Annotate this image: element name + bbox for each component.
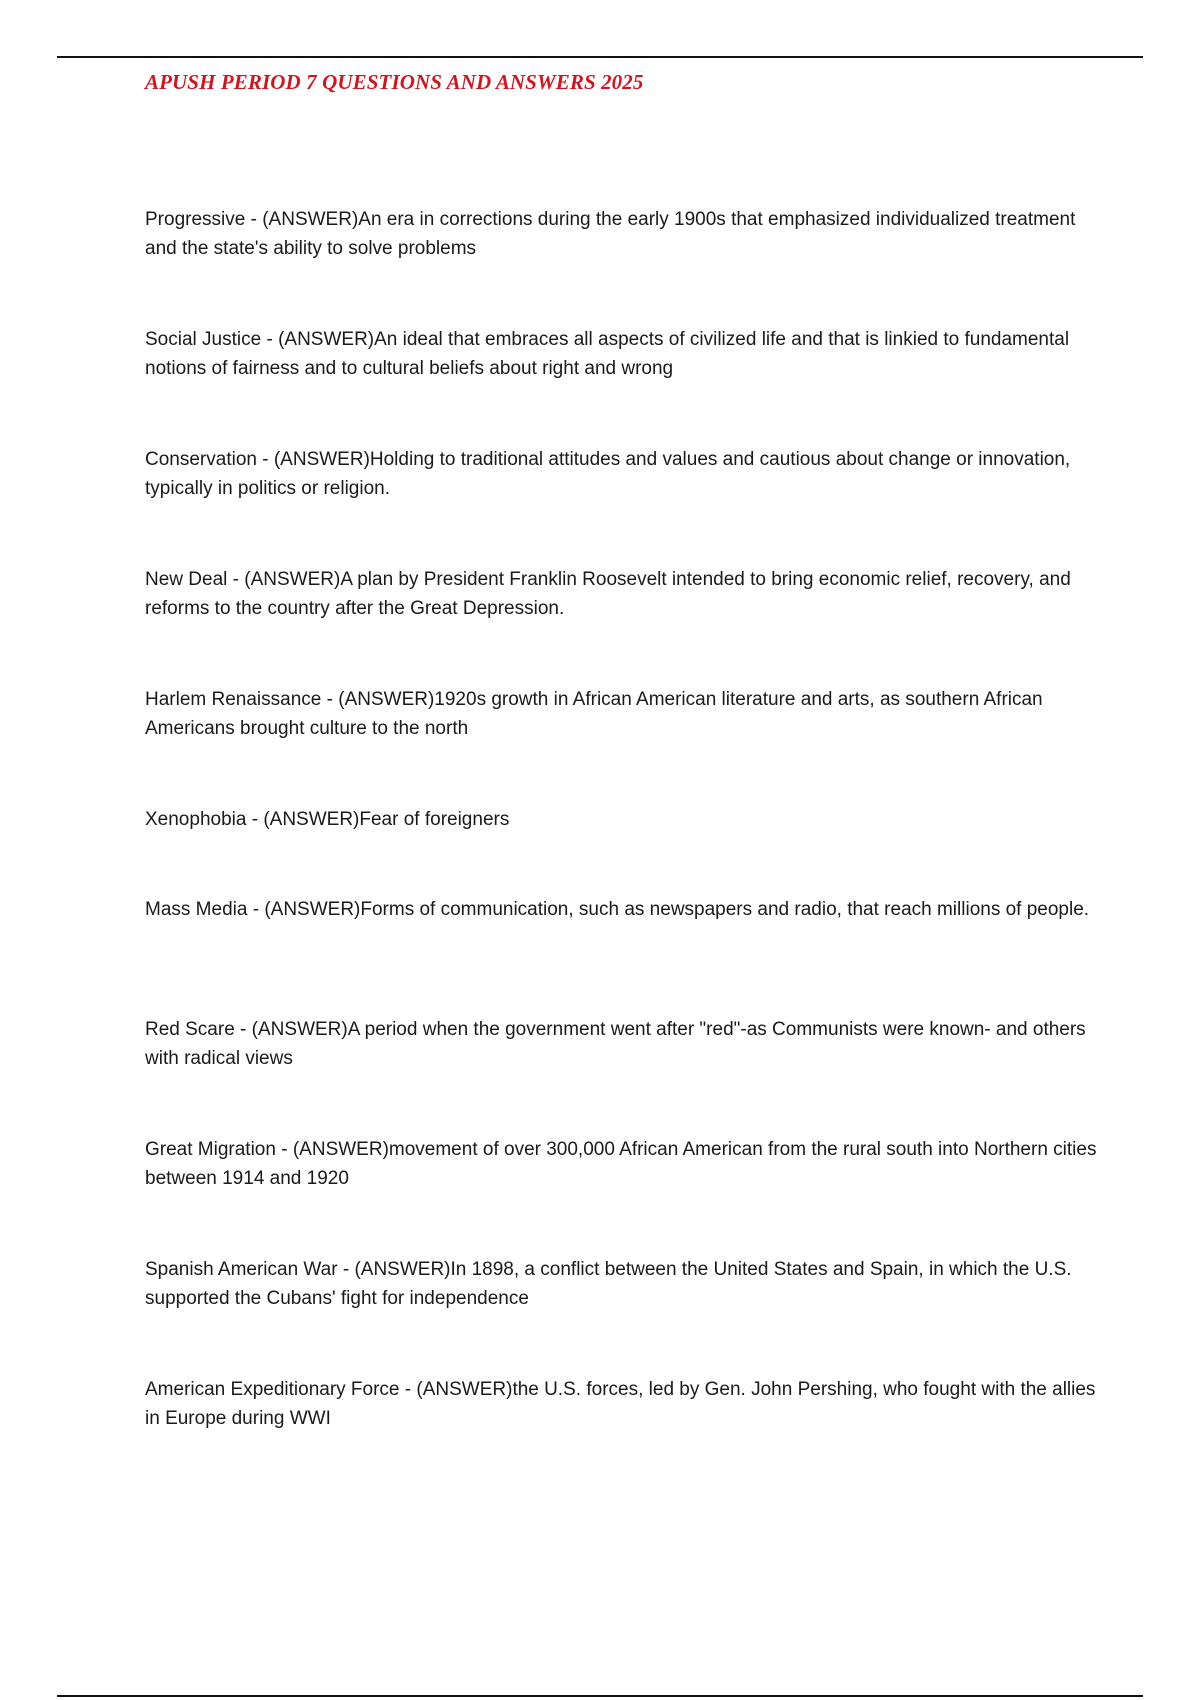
document-title: APUSH PERIOD 7 QUESTIONS AND ANSWERS 2025 xyxy=(145,70,644,94)
qa-separator: - xyxy=(321,689,339,710)
qa-term: Spanish American War xyxy=(145,1259,338,1280)
qa-term: Red Scare xyxy=(145,1019,235,1040)
qa-answer: (ANSWER)Forms of communication, such as newspapers and radio, that reach millions of people. xyxy=(264,899,1090,920)
qa-answer: (ANSWER)A period when the government went after "red"-as Communists were known- and others with radical views xyxy=(145,1019,1086,1069)
qa-answer: (ANSWER)1920s growth in African American literature and arts, as southern African Americans brought culture to the north xyxy=(145,689,1043,739)
qa-answer: (ANSWER)A plan by President Franklin Roosevelt intended to bring economic relief, recovery, and reforms to the country after the Great Depression. xyxy=(145,569,1071,619)
qa-separator: - xyxy=(337,1259,355,1280)
qa-term: Progressive xyxy=(145,209,246,230)
qa-answer: (ANSWER)movement of over 300,000 African American from the rural south into Northern cities between 1914 and 1920 xyxy=(145,1139,1097,1189)
qa-separator: - xyxy=(234,1019,252,1040)
qa-term: Mass Media xyxy=(145,899,248,920)
qa-separator: - xyxy=(227,569,245,590)
qa-item xyxy=(145,205,1100,263)
qa-term: American Expeditionary Force xyxy=(145,1379,400,1400)
qa-separator: - xyxy=(246,809,264,830)
qa-separator: - xyxy=(256,449,274,470)
qa-term: Xenophobia xyxy=(145,809,247,830)
qa-term: New Deal xyxy=(145,569,228,590)
qa-separator: - xyxy=(247,899,265,920)
qa-item xyxy=(145,1135,1100,1193)
qa-item xyxy=(145,325,1100,383)
qa-item xyxy=(145,895,1100,924)
bottom-rule xyxy=(57,1695,1143,1697)
qa-separator: - xyxy=(245,209,263,230)
qa-answer: (ANSWER)the U.S. forces, led by Gen. John Pershing, who fought with the allies in Europe during WWI xyxy=(145,1379,1096,1429)
qa-answer: (ANSWER)In 1898, a conflict between the United States and Spain, in which the U.S. supported the Cubans' fight for independence xyxy=(145,1259,1072,1309)
qa-item xyxy=(145,685,1100,743)
qa-item xyxy=(145,1255,1100,1313)
qa-item xyxy=(145,1015,1100,1073)
qa-answer: (ANSWER)An era in corrections during the early 1900s that emphasized individualized treatment and the state's ability to solve problems xyxy=(145,209,1076,259)
qa-item xyxy=(145,565,1100,623)
qa-separator: - xyxy=(275,1139,293,1160)
qa-separator: - xyxy=(261,329,279,350)
qa-term: Conservation xyxy=(145,449,257,470)
qa-answer: (ANSWER)An ideal that embraces all aspects of civilized life and that is linkied to fundamental notions of fairness and to cultural beliefs about right and wrong xyxy=(145,329,1070,379)
qa-separator: - xyxy=(399,1379,417,1400)
qa-term: Great Migration xyxy=(145,1139,276,1160)
qa-item xyxy=(145,805,1100,834)
qa-item xyxy=(145,445,1100,503)
qa-answer: (ANSWER)Holding to traditional attitudes and values and cautious about change or innovation, typically in politics or religion. xyxy=(145,449,1071,499)
qa-term: Harlem Renaissance xyxy=(145,689,322,710)
qa-term: Social Justice xyxy=(145,329,262,350)
qa-item xyxy=(145,1375,1100,1433)
top-rule xyxy=(57,56,1143,58)
qa-answer: (ANSWER)Fear of foreigners xyxy=(263,809,510,830)
